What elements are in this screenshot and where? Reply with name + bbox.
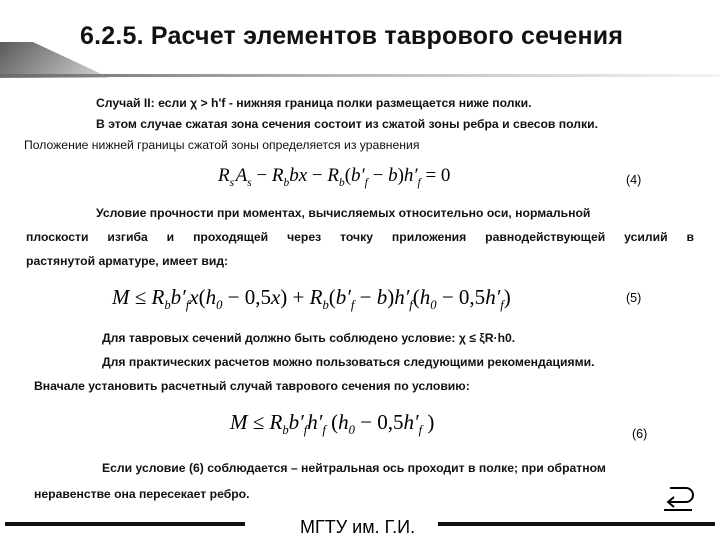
strength-text-line-1: Условие прочности при моментах, вычисляемых относительно оси, нормальной: [96, 206, 591, 220]
case-text-line-2: В этом случае сжатая зона сечения состоит из сжатой зоны ребра и свесов полки.: [96, 117, 599, 131]
footer-institution: МГТУ им. Г.И.: [300, 517, 416, 537]
page-title: 6.2.5. Расчет элементов таврового сечения: [80, 22, 624, 50]
conclusion-text-line-2: неравенстве она пересекает ребро.: [34, 487, 250, 501]
position-text: Положение нижней границы сжатой зоны определяется из уравнения: [24, 138, 420, 152]
conclusion-text-line-1: Если условие (6) соблюдается – нейтральная ось проходит в полке; при обратном: [102, 461, 606, 475]
case-text-line-1: Случай II: если χ > h'f - нижняя граница полки размещается ниже полки.: [96, 96, 532, 110]
strength-text-line-2: плоскости изгиба и проходящей через точку приложения равнодействующей усилий в: [26, 230, 694, 244]
practical-text: Для практических расчетов можно пользоваться следующими рекомендациями.: [102, 355, 595, 369]
equation-6-number: (6): [632, 427, 648, 441]
condition-text: Для тавровых сечений должно быть соблюдено условие: χ ≤ ξR·h0.: [102, 331, 516, 345]
footer-rule-right: [438, 522, 715, 526]
equation-4-number: (4): [626, 173, 642, 187]
equation-6: $M \le R_bb'_fh'_f$ ($h_0 - 0,5h'_f$ ): [230, 410, 435, 438]
strength-text-line-3: растянутой арматуре, имеет вид:: [26, 254, 229, 268]
title-underline: [0, 74, 720, 77]
return-arrow-icon[interactable]: [660, 482, 696, 512]
equation-5: $M \le R_bb'_fx(h_0 - 0,5x) + R_b(b'_f - b)h'_f(h_0 - 0,5h'_f)$: [112, 285, 511, 313]
equation-5-number: (5): [626, 291, 642, 305]
equation-4: $R_s$ $A_s - R_bbx - R_b(b'_f - b)h'_f = 0$: [218, 165, 451, 189]
start-text: Вначале установить расчетный случай таврового сечения по условию:: [34, 379, 470, 393]
footer-rule-left: [5, 522, 245, 526]
